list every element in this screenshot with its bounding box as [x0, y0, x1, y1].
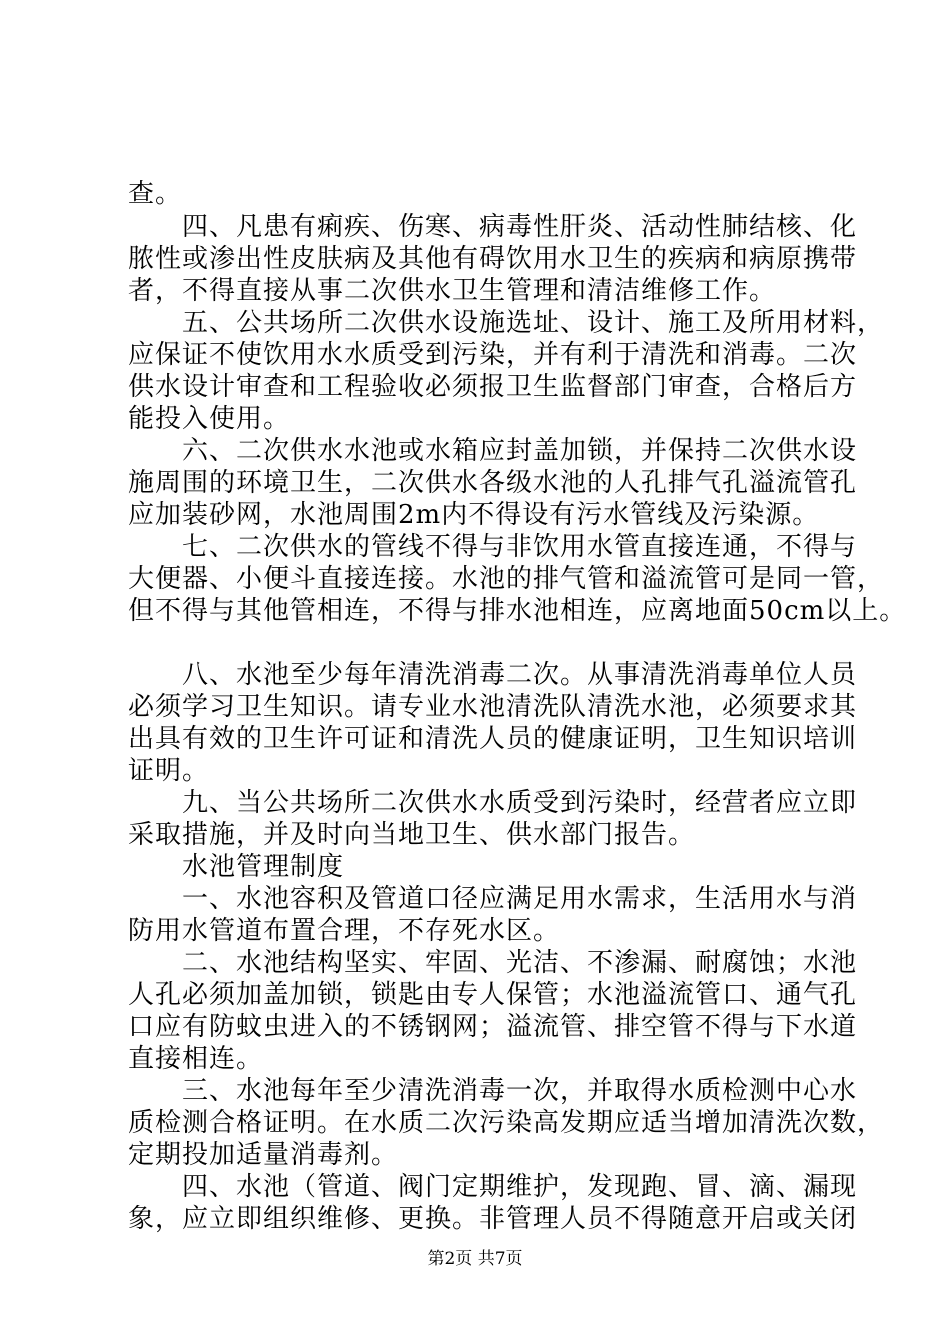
text-line: 质检测合格证明。在水质二次污染高发期应适当增加清洗次数，	[128, 1108, 885, 1138]
section-heading: 水池管理制度	[128, 852, 345, 882]
text-line: 供水设计审查和工程验收必须报卫生监督部门审查，合格后方	[128, 372, 858, 402]
text-line: 大便器、小便斗直接连接。水池的排气管和溢流管可是同一管，	[128, 564, 885, 594]
text-line: 五、公共场所二次供水设施选址、设计、施工及所用材料，	[128, 308, 885, 338]
text-line: 六、二次供水水池或水箱应封盖加锁，并保持二次供水设	[128, 436, 858, 466]
text-line: 应加装砂网，水池周围2m内不得设有污水管线及污染源。	[128, 500, 820, 530]
page-footer: 第2页 共7页	[427, 1249, 523, 1269]
text-line: 防用水管道布置合理，不存死水区。	[128, 916, 561, 946]
text-line: 应保证不使饮用水水质受到污染，并有利于清洗和消毒。二次	[128, 340, 858, 370]
text-line: 证明。	[128, 756, 210, 786]
text-line: 出具有效的卫生许可证和清洗人员的健康证明，卫生知识培训	[128, 724, 858, 754]
text-line: 七、二次供水的管线不得与非饮用水管直接连通，不得与	[128, 532, 858, 562]
text-line: 四、凡患有痢疾、伤寒、病毒性肝炎、活动性肺结核、化	[128, 212, 858, 242]
text-line: 一、水池容积及管道口径应满足用水需求，生活用水与消	[128, 884, 858, 914]
text-line: 四、水池（管道、阀门定期维护，发现跑、冒、滴、漏现	[128, 1172, 858, 1202]
text-line: 脓性或渗出性皮肤病及其他有碍饮用水卫生的疾病和病原携带	[128, 244, 858, 274]
text-line: 口应有防蚊虫进入的不锈钢网；溢流管、排空管不得与下水道	[128, 1012, 858, 1042]
text-line: 采取措施，并及时向当地卫生、供水部门报告。	[128, 820, 696, 850]
text-line: 者，不得直接从事二次供水卫生管理和清洁维修工作。	[128, 276, 777, 306]
text-line: 九、当公共场所二次供水水质受到污染时，经营者应立即	[128, 788, 858, 818]
text-line: 施周围的环境卫生，二次供水各级水池的人孔排气孔溢流管孔	[128, 468, 858, 498]
text-line: 二、水池结构坚实、牢固、光洁、不渗漏、耐腐蚀；水池	[128, 948, 858, 978]
text-line: 人孔必须加盖加锁，锁匙由专人保管；水池溢流管口、通气孔	[128, 980, 858, 1010]
text-line: 八、水池至少每年清洗消毒二次。从事清洗消毒单位人员	[128, 660, 858, 690]
text-line: 象，应立即组织维修、更换。非管理人员不得随意开启或关闭	[128, 1204, 858, 1234]
text-line: 三、水池每年至少清洗消毒一次，并取得水质检测中心水	[128, 1076, 858, 1106]
text-line: 查。	[128, 179, 183, 209]
text-line: 必须学习卫生知识。请专业水池清洗队清洗水池，必须要求其	[128, 692, 858, 722]
text-line: 能投入使用。	[128, 404, 291, 434]
text-line: 但不得与其他管相连，不得与排水池相连，应离地面50cm以上。	[128, 596, 907, 626]
text-line: 定期投加适量消毒剂。	[128, 1140, 399, 1170]
text-line: 直接相连。	[128, 1044, 264, 1074]
